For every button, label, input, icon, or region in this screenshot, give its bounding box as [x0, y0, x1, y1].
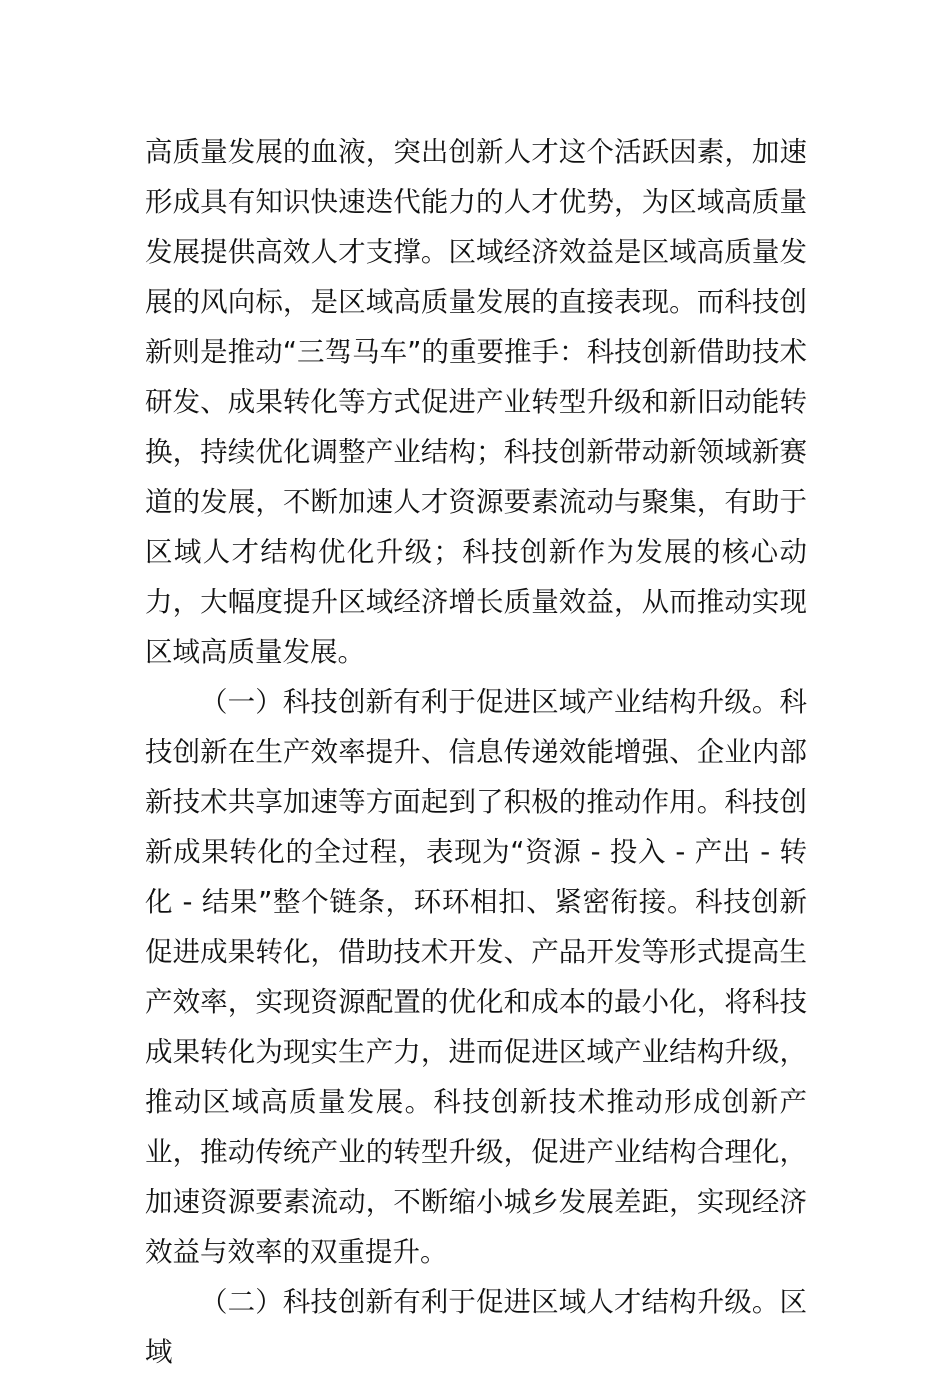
paragraph-section-one: （一）科技创新有利于促进区域产业结构升级。科技创新在生产效率提升、信息传递效能增强、企业内部新技术共享加速等方面起到了积极的推动作用。科技创新成果转化的全过程，表现为“资源 - 投入 - 产出 - 转化 - 结果”整个链条，环环相扣、紧密衔接。科技创新促进成果转化，借助技术开发、产品开发等形式提高生产效率，实现资源配置的优化和成本的最小化，将科技成果转化为现实生产力，进而促进区域产业结构升级，推动区域高质量发展。科技创新技术推动形成创新产业，推动传统产业的转型升级，促进产业结构合理化，加速资源要素流动，不断缩小城乡发展差距，实现经济效益与效率的双重提升。: [145, 686, 807, 1268]
paragraph-section-two: （二）科技创新有利于促进区域人才结构升级。区域: [145, 1286, 807, 1368]
document-body: [145, 127, 807, 1377]
paragraph-continuation: 高质量发展的血液，突出创新人才这个活跃因素，加速形成具有知识快速迭代能力的人才优势，为区域高质量发展提供高效人才支撑。区域经济效益是区域高质量发展的风向标，是区域高质量发展的直接表现。而科技创新则是推动“三驾马车”的重要推手：科技创新借助技术研发、成果转化等方式促进产业转型升级和新旧动能转换，持续优化调整产业结构；科技创新带动新领域新赛道的发展，不断加速人才资源要素流动与聚集，有助于区域人才结构优化升级；科技创新作为发展的核心动力，大幅度提升区域经济增长质量效益，从而推动实现区域高质量发展。: [145, 136, 807, 668]
